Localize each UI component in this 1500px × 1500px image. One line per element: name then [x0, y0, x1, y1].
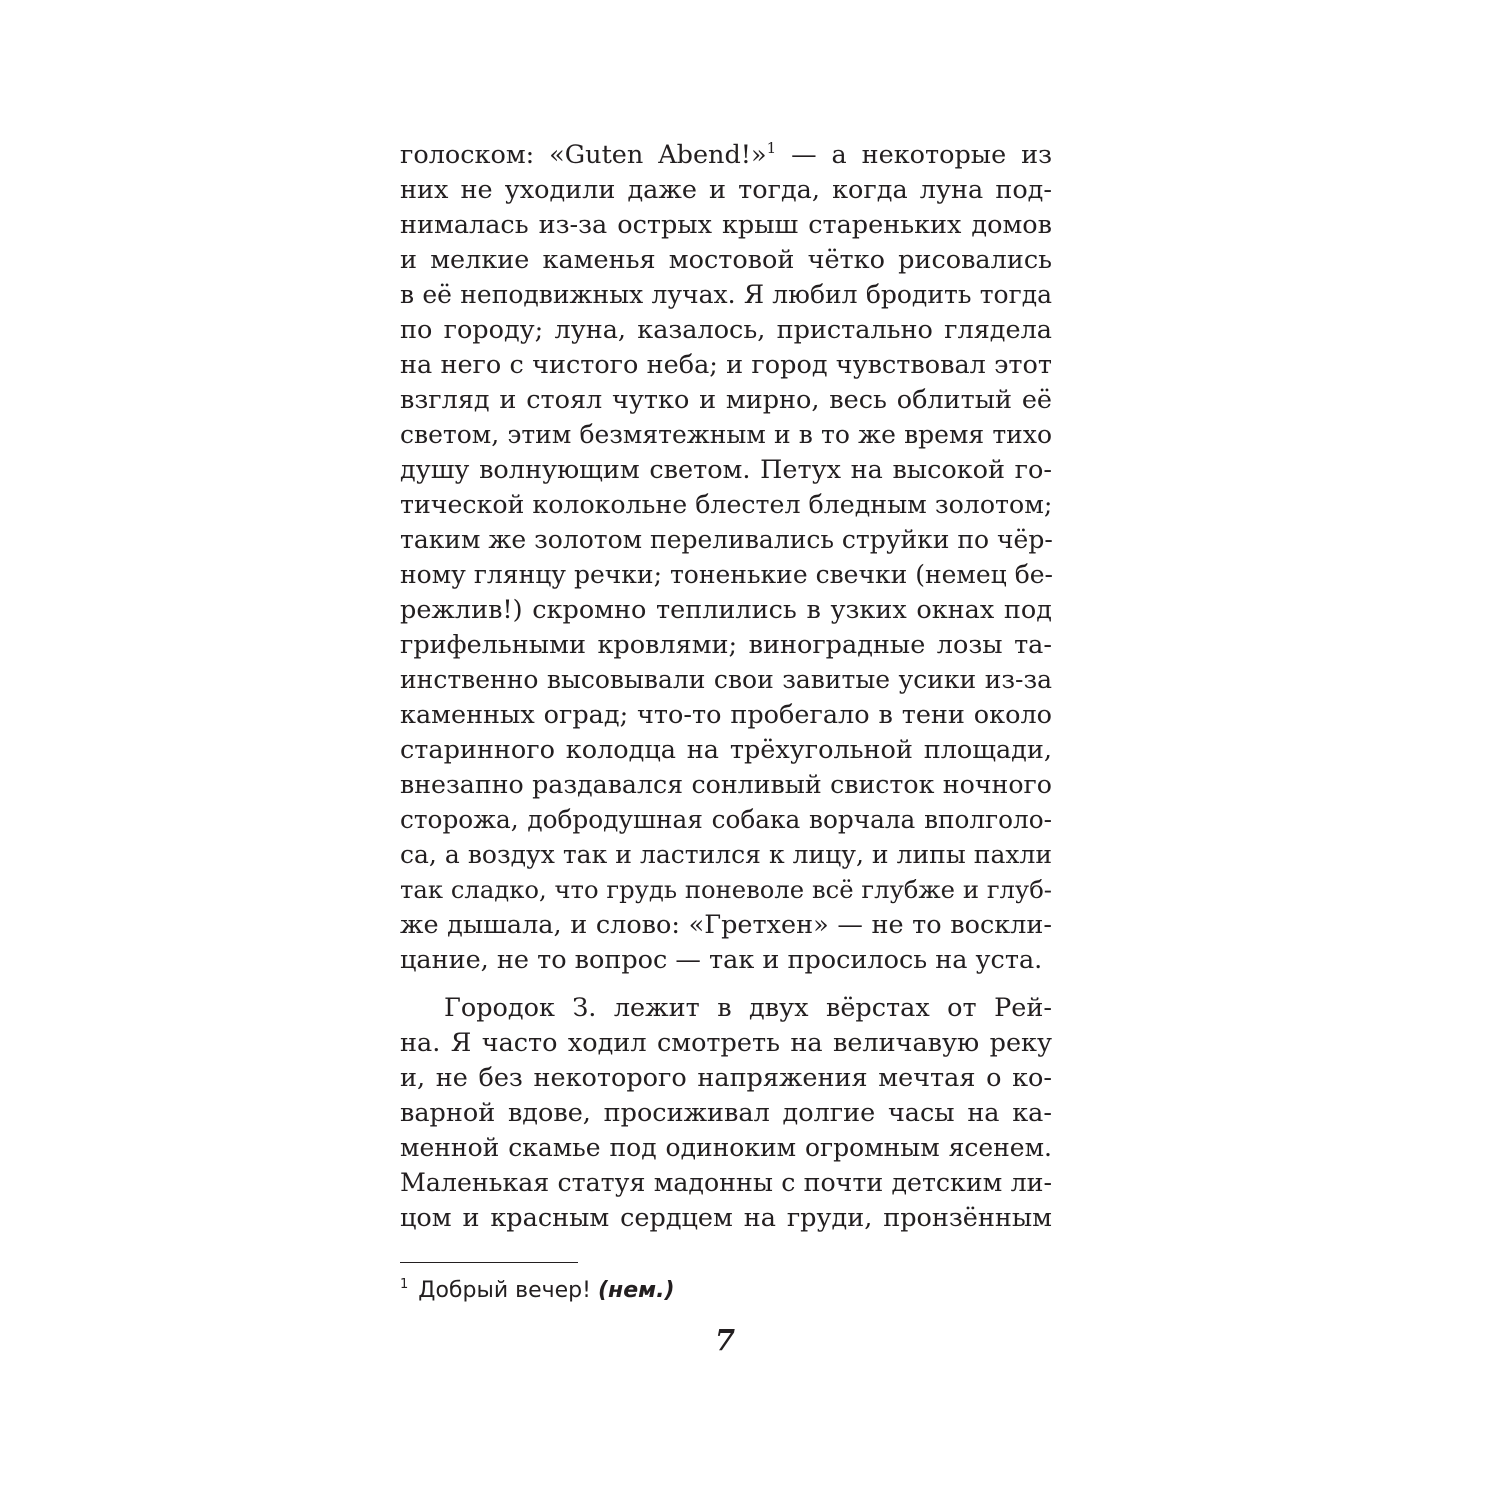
text-line: цание, не то вопрос — так и просилось на уста. — [400, 945, 1043, 975]
text-line: тической колокольне блестел бледным золотом; — [400, 490, 1053, 519]
paragraph-2-line: и, не без некоторого напряжения мечтая о ко- — [400, 1063, 1052, 1093]
text-line: нималась из-за острых крыш старенькиx домов — [400, 210, 1052, 240]
text-line: каменных оград; что-то пробегало в тени около — [400, 700, 1052, 730]
text-line: душу волнующим светом. Петух на высокой го- — [400, 455, 1052, 485]
text-line: светом, этим безмятежным и в то же время тихо — [400, 420, 1052, 449]
text-line: и мелкие каменья мостовой чётко рисовались — [400, 245, 1052, 275]
text-line: ному глянцу речки; тоненькие свечки (немец бе- — [400, 560, 1053, 589]
text-line: внезапно раздавался сонливый свисток ночного — [400, 770, 1052, 799]
footnote-divider — [400, 1262, 578, 1263]
text-line: в её неподвижных лучах. Я любил бродить тогда — [400, 280, 1052, 309]
footnote-text: Добрый вечер! — [418, 1278, 598, 1303]
text-line: взгляд и стоял чутко и мирно, весь облитый её — [400, 385, 1052, 415]
text-line: режлив!) скромно теплились в узких окнах под — [400, 595, 1052, 625]
text-line: са, а воздух так и ластился к лицу, и липы пахли — [400, 840, 1052, 869]
text-line: старинного колодца на трёхугольной площади, — [400, 735, 1052, 765]
text-line: инственно высовывали свои завитые усики из-за — [400, 665, 1052, 694]
text-segment: — а некоторые из — [776, 140, 1053, 170]
text-line: на него с чистого неба; и город чувствовал этот — [400, 350, 1052, 380]
paragraph-2-line: варной вдове, просиживал долгие часы на ка- — [400, 1098, 1052, 1128]
paragraph-2-line: на. Я часто ходил смотреть на величавую реку — [400, 1028, 1052, 1058]
text-line: них не уходили даже и тогда, когда луна под- — [400, 175, 1052, 205]
page-number: 7 — [714, 1323, 736, 1357]
text-line-1 — [400, 138, 1052, 172]
text-line: таким же золотом переливались струйки по чёр- — [400, 525, 1053, 554]
paragraph-2-line: Городок З. лежит в двух вёрстах от Рей- — [444, 993, 1052, 1023]
text-line: так сладко, что грудь поневоле всё глубже и глуб- — [400, 875, 1052, 904]
text-line: по городу; луна, казалось, пристально глядела — [400, 315, 1052, 345]
paragraph-2-line: менной скамье под одиноким огромным ясенем. — [400, 1133, 1052, 1162]
text-segment: голоском: «Guten Abend!» — [400, 140, 767, 170]
paragraph-2-line: Маленькая статуя мадонны с почти детским ли- — [400, 1168, 1052, 1197]
paragraph-2-line: цом и красным сердцем на груди, пронзённым — [400, 1203, 1052, 1233]
text-line: грифельными кровлями; виноградные лозы та- — [400, 630, 1052, 660]
footnote — [400, 1270, 675, 1306]
footnote-language-note: (нем.) — [597, 1278, 675, 1303]
text-line: же дышала, и слово: «Гретхен» — не то воскли- — [400, 910, 1052, 940]
text-line: сторожа, добродушная собака ворчала вполголо- — [400, 805, 1052, 834]
footnote-ref[interactable]: 1 — [766, 139, 777, 157]
footnote-number: 1 — [400, 1277, 409, 1292]
